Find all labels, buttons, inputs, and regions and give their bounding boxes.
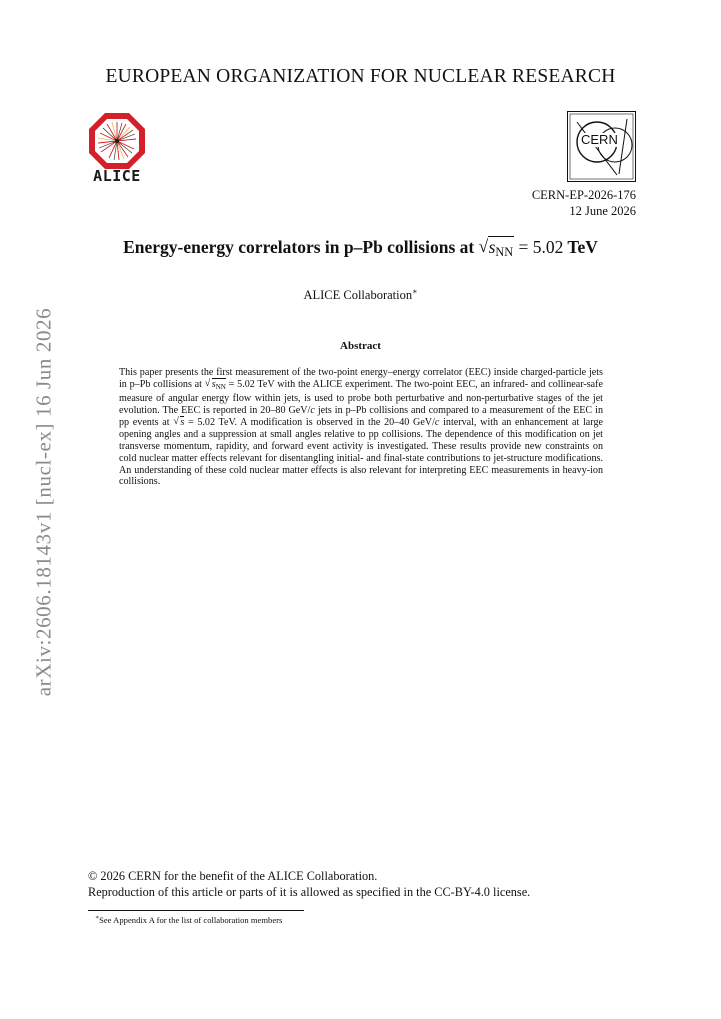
author-footnote-mark: ∗ — [412, 287, 418, 296]
abstract-sqrt-1-arg: s — [211, 378, 216, 390]
abstract-sqrt-2 — [173, 417, 184, 429]
arxiv-stamp: arXiv:2606.18143v1 [nucl-ex] 16 Jun 2026 — [31, 307, 56, 697]
footnote — [95, 914, 282, 925]
organization-header: EUROPEAN ORGANIZATION FOR NUCLEAR RESEARCH — [105, 66, 616, 87]
copyright-line-2: Reproduction of this article or parts of it is allowed as specified in the CC-BY-4.0 license. — [88, 885, 531, 899]
sqrt-symbol — [479, 237, 515, 260]
report-date: 12 June 2026 — [569, 204, 636, 218]
abstract-heading: Abstract — [340, 340, 381, 352]
abstract-c-2: c — [434, 417, 440, 429]
abstract-part-2: = 5.02 TeV with the ALICE experiment. The two-point EEC, an infrared- and collinear-safe measure of angular energy flow within jets, is used to probe both perturbative and non-perturbative stages of the jet evolution. The EEC is reported in 20–80 GeV/ — [119, 378, 603, 417]
abstract-sqrt-1-sub: NN — [215, 382, 226, 391]
footnote-text: See Appendix A for the list of collaboration members — [99, 914, 283, 925]
abstract-c-1: c — [310, 405, 315, 417]
title-unit: TeV — [563, 237, 598, 257]
copyright-notice — [88, 868, 530, 900]
abstract-part-1: This paper presents the first measurement of the two-point energy–energy correlator (EEC) inside charged-particle jets in p–Pb collisions at — [119, 367, 603, 390]
title-energy-formula — [479, 237, 564, 260]
title-sqrt-arg: s — [488, 237, 496, 257]
paper-title — [0, 237, 721, 260]
alice-logo-text: ALICE — [93, 167, 141, 185]
abstract-part-5: interval, with an enhancement at large opening angles and a suppression at small angles relative to pp collisions. The dependence of this modification on jet transverse momentum, rapidity, and forward event activity is investigated. These results provide new constraints on cold nuclear matter effects relevant for disentangling initial- and final-state contributions to jet-structure modifications. An understanding of these cold nuclear matter effects is also relevant for interpreting EEC measurements in heavy-ion collisions. — [119, 417, 603, 488]
abstract-part-3: jets in p–Pb collisions and compared to a measurement of the EEC in pp events at — [119, 405, 603, 429]
abstract-sqrt-1 — [205, 379, 226, 394]
footnote-rule — [88, 910, 304, 911]
title-value: = 5.02 — [514, 237, 564, 257]
abstract-body — [119, 367, 603, 488]
title-sqrt-sub: NN — [495, 245, 514, 260]
abstract-part-4: = 5.02 TeV. A modification is observed in the 20–40 GeV/ — [184, 417, 435, 429]
authors — [0, 287, 721, 303]
report-info — [532, 187, 636, 219]
abstract-sqrt-2-arg: s — [180, 417, 185, 429]
footnote-mark: ∗ — [95, 915, 100, 921]
author-name: ALICE Collaboration — [303, 288, 413, 303]
copyright-line-1: © 2026 CERN for the benefit of the ALICE Collaboration. — [88, 869, 378, 883]
cern-logo-text: CERN — [581, 132, 618, 147]
title-text: Energy-energy correlators in p–Pb collisions at — [123, 237, 475, 257]
report-number: CERN-EP-2026-176 — [531, 188, 636, 202]
cern-logo — [567, 111, 636, 182]
alice-logo — [88, 112, 146, 184]
